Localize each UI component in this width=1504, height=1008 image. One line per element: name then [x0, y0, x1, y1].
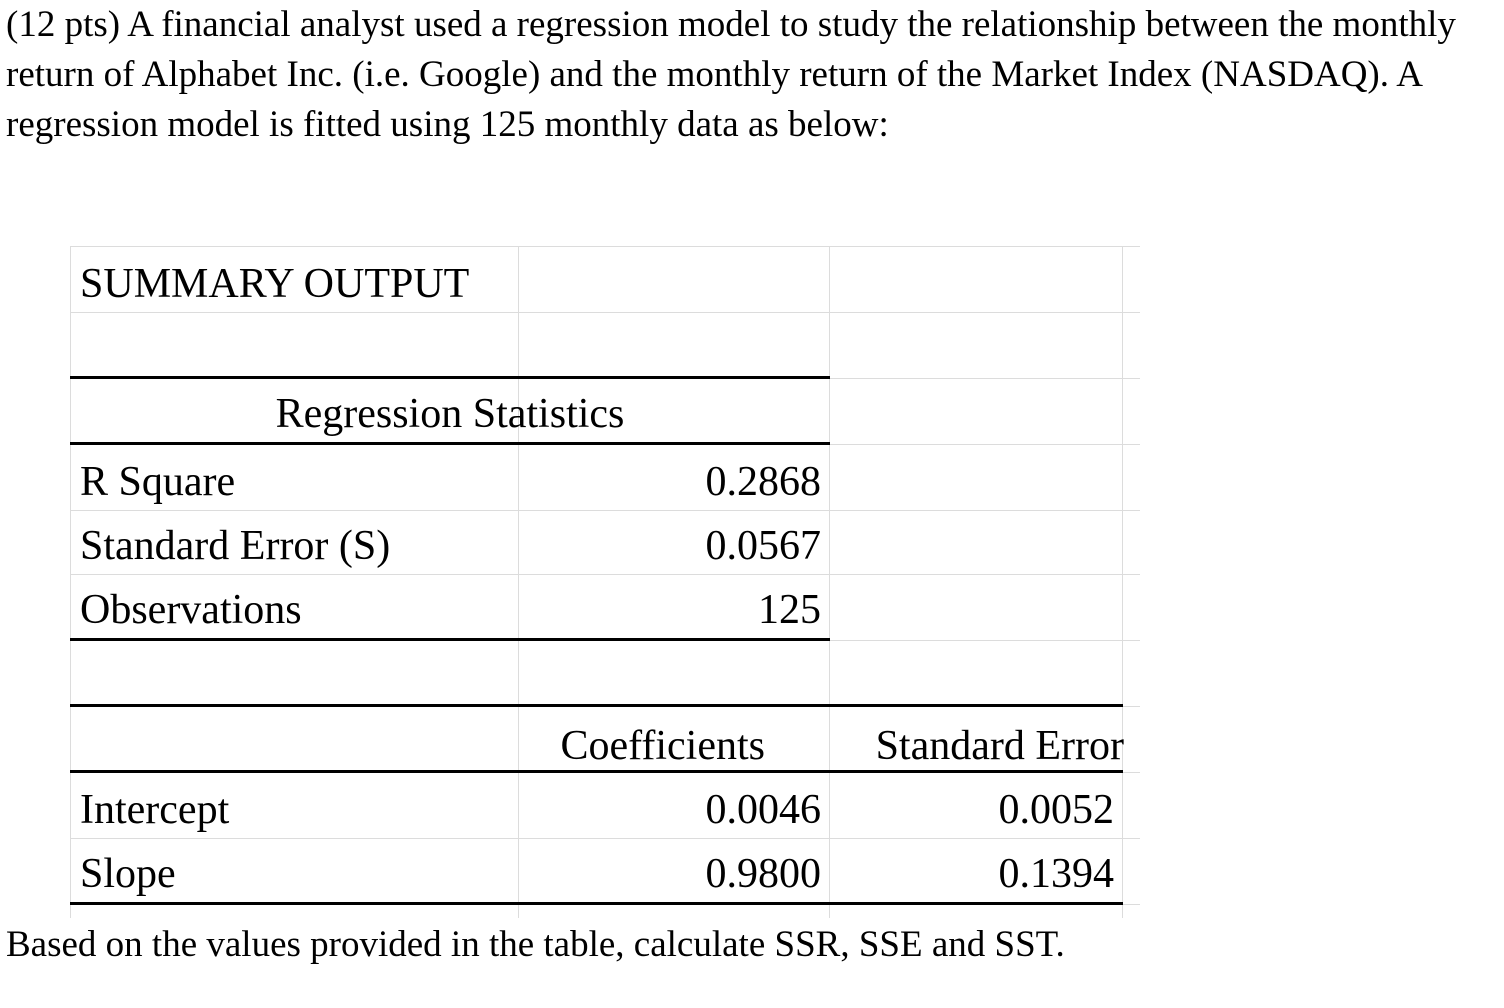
- se-value-slope: 0.1394: [998, 851, 1114, 897]
- coef-label-intercept: Intercept: [80, 787, 230, 833]
- grid-line: [70, 246, 1140, 247]
- se-value-intercept: 0.0052: [998, 787, 1114, 833]
- coef-label-slope: Slope: [80, 851, 176, 897]
- grid-line: [1122, 246, 1123, 918]
- coef-value-intercept: 0.0046: [705, 787, 821, 833]
- stat-label-observations: Observations: [80, 587, 302, 633]
- coef-value-slope: 0.9800: [705, 851, 821, 897]
- table-border: [70, 376, 830, 379]
- question-text: (12 pts) A financial analyst used a regression model to study the relationship between the monthly return of Alphabet Inc. (i.e. Google) and the monthly return of the Market Index (NASDAQ). A regression model is fitted using 125 monthly data as below:: [6, 4, 1456, 145]
- stat-value-observations: 125: [758, 587, 821, 633]
- table-title: SUMMARY OUTPUT: [80, 261, 470, 307]
- table-border: [70, 704, 1123, 707]
- stat-label-r-square: R Square: [80, 459, 236, 505]
- stat-value-r-square: 0.2868: [705, 459, 821, 505]
- grid-line: [70, 246, 71, 918]
- stat-value-standard-error: 0.0567: [705, 523, 821, 569]
- standard-error-header: Standard Error: [875, 723, 1124, 769]
- regression-statistics-header: Regression Statistics: [275, 391, 625, 437]
- stat-label-standard-error: Standard Error (S): [80, 523, 391, 569]
- coefficients-header: Coefficients: [560, 723, 765, 769]
- instruction-text: Based on the values provided in the table, calculate SSR, SSE and SST.: [6, 924, 1065, 965]
